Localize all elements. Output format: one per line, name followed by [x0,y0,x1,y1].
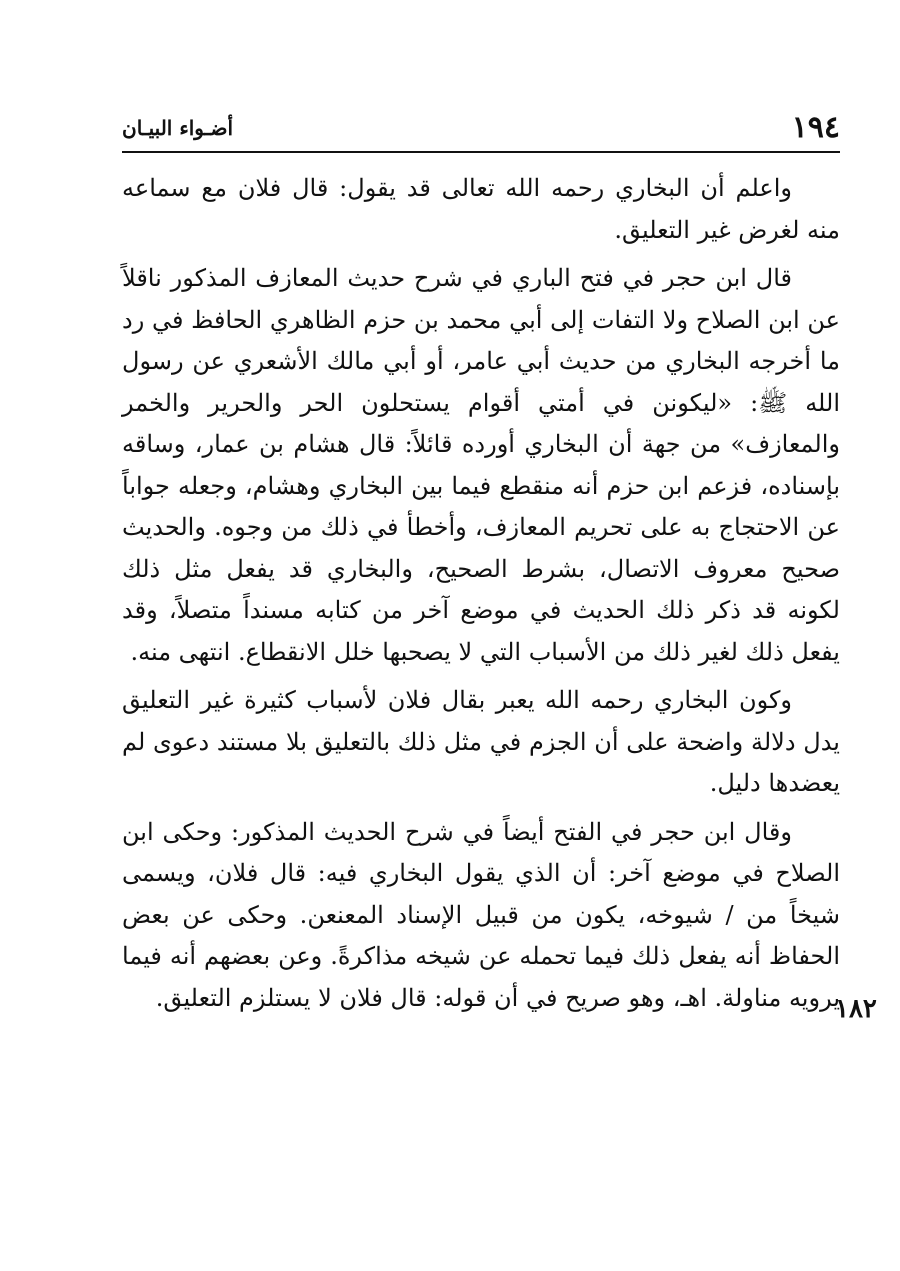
paragraph: وقال ابن حجر في الفتح أيضاً في شرح الحديث المذكور: وحكى ابن الصلاح في موضع آخر: أن الذي يقول البخاري فيه: قال فلان، ويسمى شيخاً من / شيوخه، يكون من قبيل الإسناد المعنعن. وحكى عن بعض الحفاظ أنه يفعل ذلك فيما تحمله عن شيخه مذاكرةً. وعن بعضهم أنه فيما يرويه مناولة. اهـ، وهو صريح في أن قوله: قال فلان لا يستلزم التعليق. [122,817,840,1012]
paragraph: وكون البخاري رحمه الله يعبر بقال فلان لأسباب كثيرة غير التعليق يدل دلالة واضحة على أن الجزم في مثل ذلك بالتعليق بلا مستند دعوى لم يعضدها دليل. [122,686,840,797]
body-text [122,168,840,1026]
paragraph: واعلم أن البخاري رحمه الله تعالى قد يقول: قال فلان مع سماعه منه لغرض غير التعليق. [122,174,840,244]
paragraph: قال ابن حجر في فتح الباري في شرح حديث المعازف المذكور ناقلاً عن ابن الصلاح ولا التفات إلى أبي محمد بن حزم الظاهري الحافظ في رد ما أخرجه البخاري من حديث أبي عامر، أو أبي مالك الأشعري عن رسول الله ﷺ: «ليكونن في أمتي أقوام يستحلون الحر والحرير والخمر والمعازف» من جهة أن البخاري أورده قائلاً: قال هشام بن عمار، وساقه بإسناده، فزعم ابن حزم أنه منقطع فيما بين البخاري وهشام، وجعله جواباً عن الاحتجاج به على تحريم المعازف، وأخطأ في ذلك من وجوه. والحديث صحيح معروف الاتصال، بشرط الصحيح، والبخاري قد يفعل مثل ذلك لكونه قد ذكر ذلك الحديث في موضع آخر من كتابه مسنداً متصلاً، وقد يفعل ذلك لغير ذلك من الأسباب التي لا يصحبها خلل الانقطاع. انتهى منه. [122,264,841,666]
page-number: ١٩٤ [791,110,840,145]
page-header [122,106,840,146]
running-title: أضـواء البيـان [122,116,234,140]
margin-page-reference: ١٨٢ [835,994,877,1024]
header-rule [122,151,840,153]
